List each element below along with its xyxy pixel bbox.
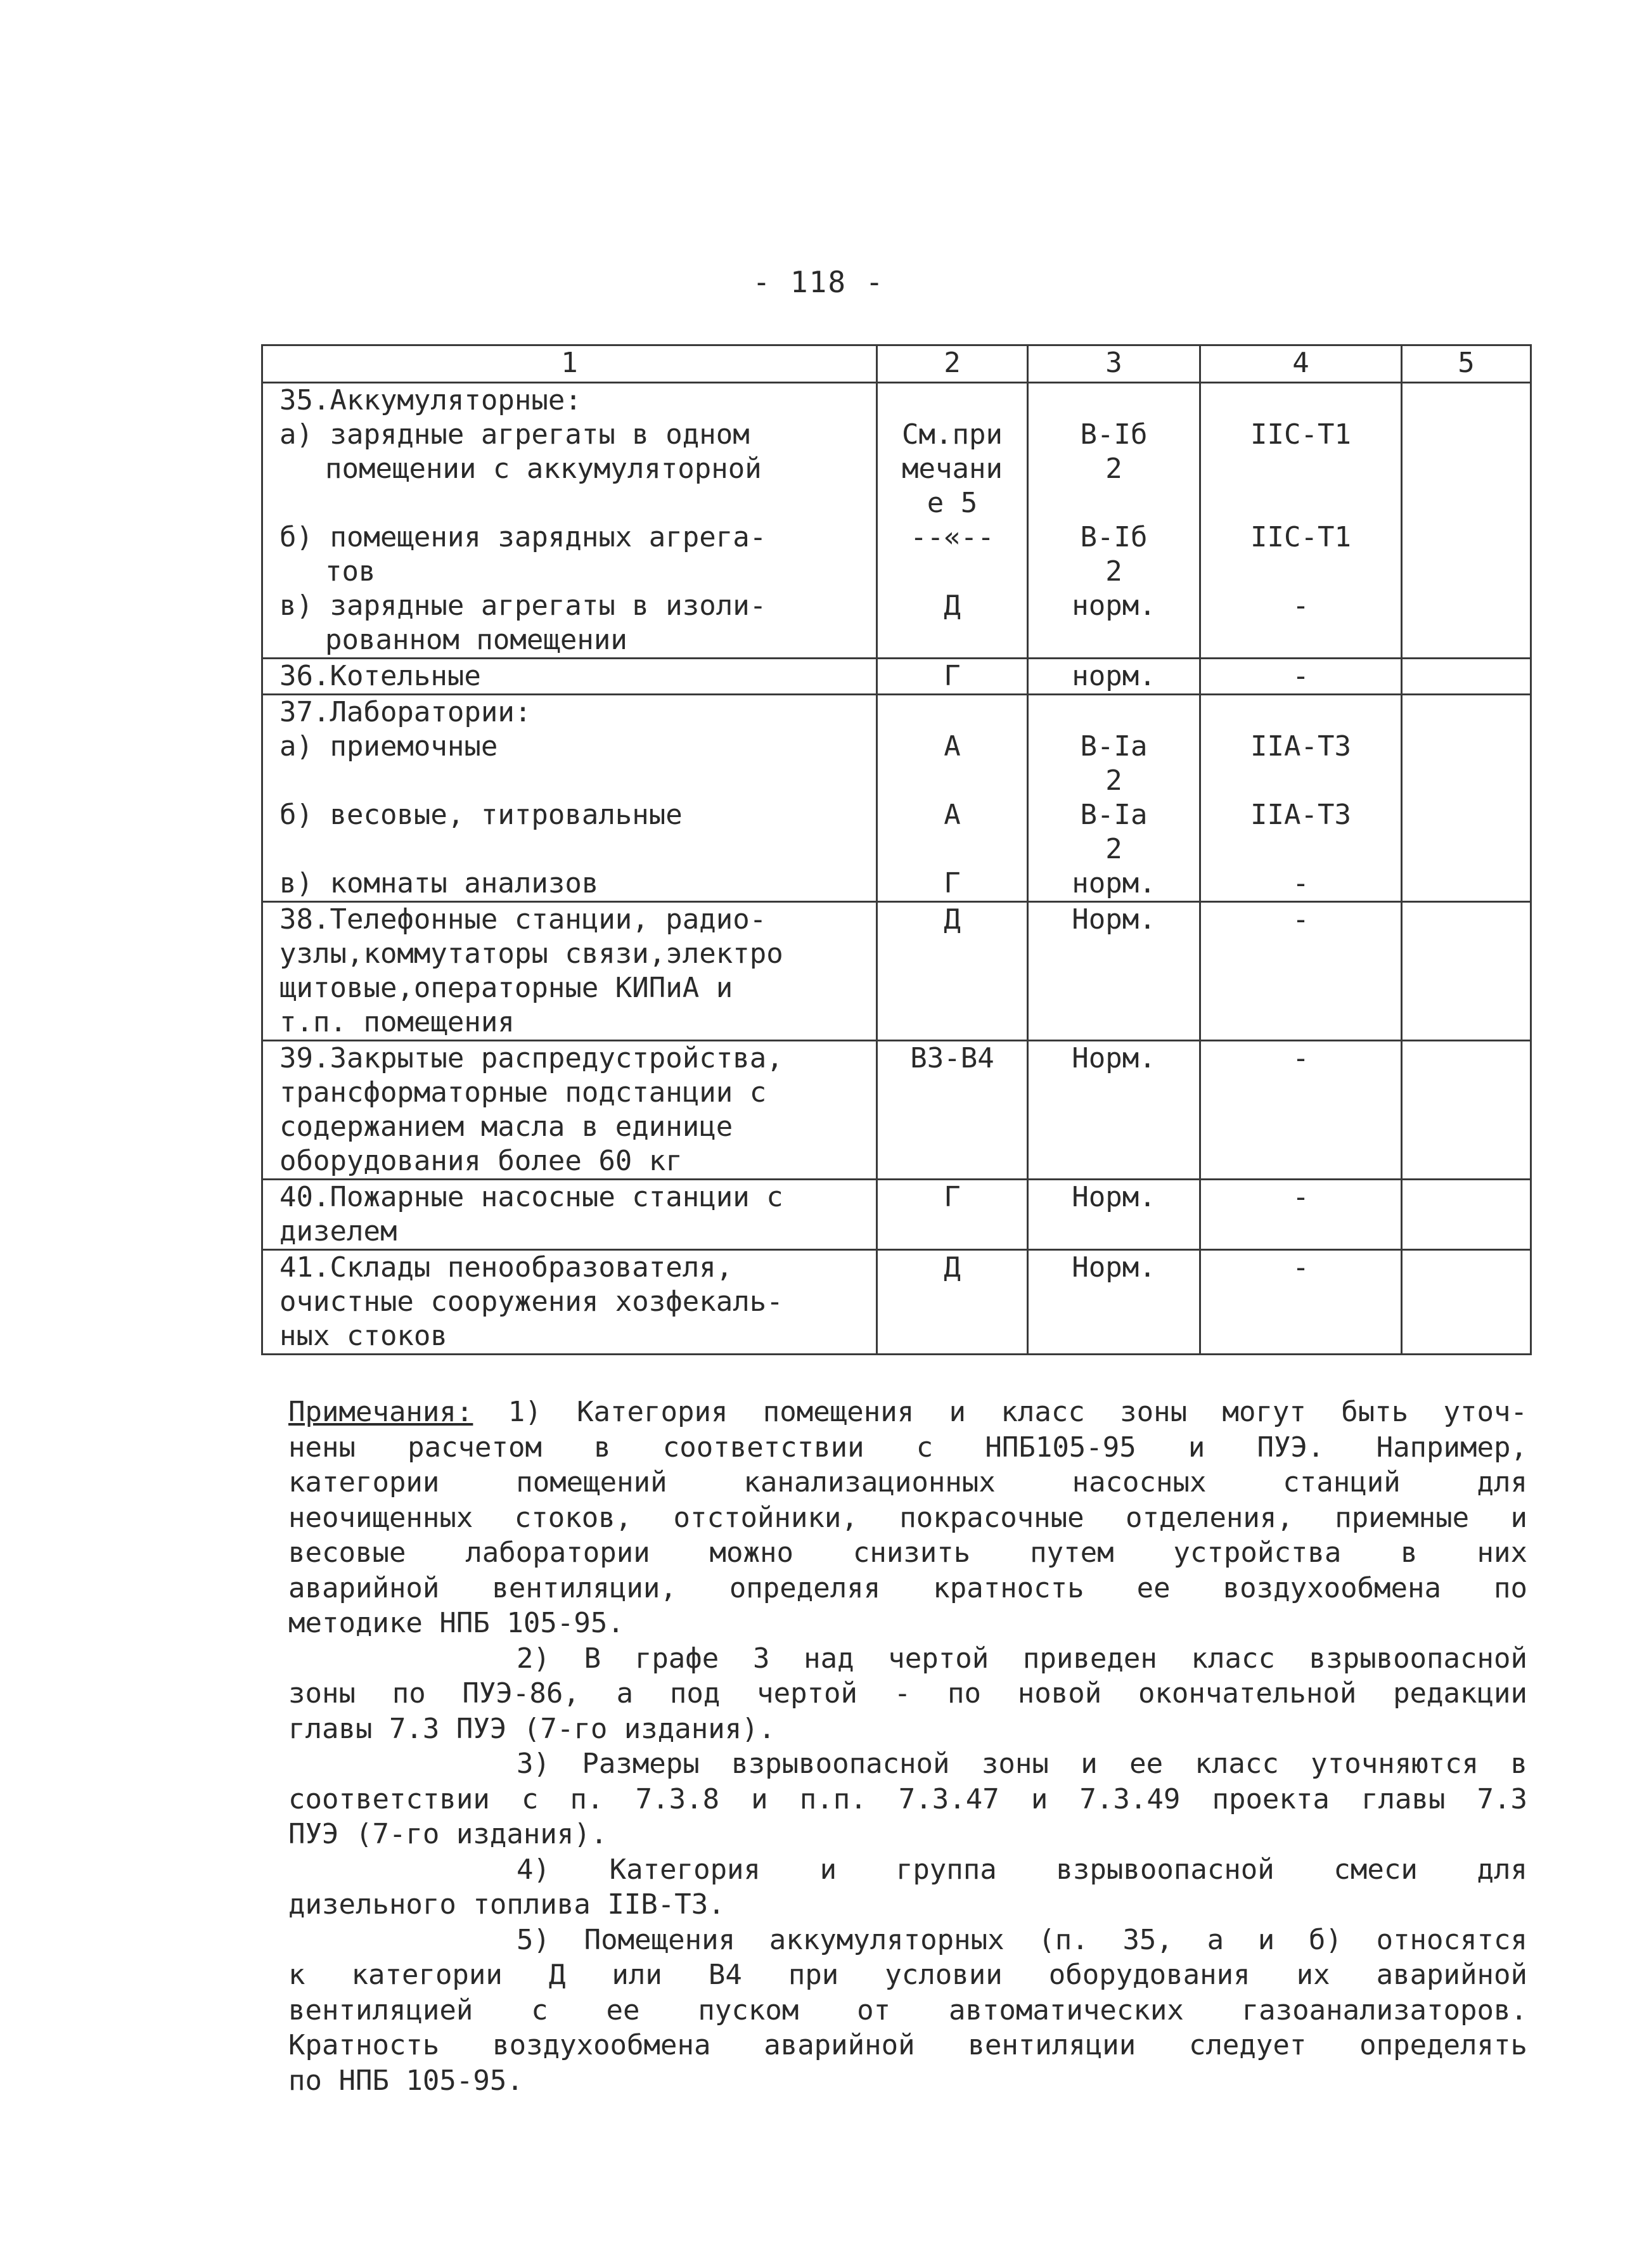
row-label-line: трансформаторные подстанции с <box>279 1076 767 1109</box>
cell-room <box>262 1180 877 1250</box>
note-3-body <box>288 1782 1527 1852</box>
spacer <box>279 764 873 798</box>
notes-section <box>288 1395 1527 2098</box>
cell-mixture-group <box>1200 695 1402 902</box>
spacer <box>1201 486 1401 520</box>
value-line: 2 <box>1105 764 1122 797</box>
row-label-line: т.п. помещения <box>279 1006 515 1038</box>
value-line: - <box>1292 1251 1309 1284</box>
value-line: норм. <box>1072 590 1156 622</box>
table-body <box>262 383 1531 1355</box>
cell-room <box>262 902 877 1041</box>
note-1-lead: 1) Категория помещения и класс зоны могут быть уточ- <box>508 1396 1527 1428</box>
note-3-first-line: 3) Размеры взрывоопасной зоны и ее класс уточняются в <box>517 1748 1527 1780</box>
value-line: Норм. <box>1072 1251 1156 1284</box>
value-line: А <box>944 730 961 763</box>
row-label-line: б) весовые, титровальные <box>279 799 683 831</box>
value-line: 2 <box>1105 833 1122 865</box>
value-line: См.при <box>902 418 1003 451</box>
note-line: аварийной вентиляции, определяя кратность ее воздухообмена по <box>288 1571 1527 1604</box>
row-label-line: в) комнаты анализов <box>279 867 599 899</box>
row-label-line: ных стоков <box>279 1320 447 1352</box>
cell-category <box>877 1180 1028 1250</box>
value-line: - <box>1292 1042 1309 1074</box>
note-line: нены расчетом в соответствии с НПБ105-95 и ПУЭ. Например, <box>288 1431 1527 1464</box>
cell-note <box>1402 383 1531 659</box>
value-line: --«-- <box>910 521 994 553</box>
value-line: В-Iб <box>1080 521 1148 553</box>
spacer <box>1201 555 1401 589</box>
row-label-line: помещении с аккумуляторной <box>325 453 762 485</box>
value-line: мечани <box>902 453 1003 485</box>
group-title: 41.Склады пенообразователя, <box>279 1251 733 1284</box>
cell-category <box>877 902 1028 1041</box>
note-line: Кратность воздухообмена аварийной вентиляции следует определять <box>288 2029 1527 2061</box>
cell-note <box>1402 1041 1531 1180</box>
header-cell: 2 <box>877 345 1028 383</box>
value-line: Г <box>944 660 961 692</box>
note-line: соответствии с п. 7.3.8 и п.п. 7.3.47 и 7.3.49 проекта главы 7.3 <box>288 1782 1527 1815</box>
row-label-line: узлы,коммутаторы связи,электро <box>279 937 783 970</box>
value-line: - <box>1292 660 1309 692</box>
table-header-row <box>262 345 1531 383</box>
note-line: методике НПБ 105-95. <box>288 1607 624 1639</box>
spacer <box>1029 695 1199 730</box>
note-line: главы 7.3 ПУЭ (7-го издания). <box>288 1712 776 1745</box>
spacer <box>1201 832 1401 867</box>
value-line: Норм. <box>1072 1042 1156 1074</box>
header-cell: 5 <box>1402 345 1531 383</box>
value-line: Г <box>944 1181 961 1213</box>
row-label-line: в) зарядные агрегаты в изоли- <box>279 590 767 622</box>
cell-mixture-group <box>1200 383 1402 659</box>
value-line: В-Iб <box>1080 418 1148 451</box>
spacer <box>878 764 1027 798</box>
cell-room <box>262 1041 877 1180</box>
spacer <box>1029 486 1199 520</box>
cell-mixture-group <box>1200 659 1402 695</box>
row-label-line: рованном помещении <box>325 624 627 656</box>
value-line: 2 <box>1105 555 1122 588</box>
table-row <box>262 1041 1531 1180</box>
note-2-first-line: 2) В графе 3 над чертой приведен класс взрывоопасной <box>517 1642 1527 1675</box>
note-1-first-line <box>288 1395 1527 1430</box>
cell-room <box>262 695 877 902</box>
note-2-body <box>288 1676 1527 1746</box>
spacer <box>1201 764 1401 798</box>
row-label-line: дизелем <box>279 1215 397 1247</box>
note-1-body <box>288 1430 1527 1641</box>
row-label-line: а) зарядные агрегаты в одном <box>279 418 750 451</box>
cell-category <box>877 1250 1028 1355</box>
cell-category <box>877 1041 1028 1180</box>
value-line: е 5 <box>927 487 978 519</box>
header-cell: 3 <box>1028 345 1200 383</box>
value-line: Норм. <box>1072 1181 1156 1213</box>
table-row <box>262 695 1531 902</box>
row-label-line: б) помещения зарядных агрега- <box>279 521 767 553</box>
spacer <box>1201 383 1401 418</box>
page-number: - 118 - <box>752 265 885 299</box>
cell-zone-class <box>1028 1250 1200 1355</box>
cell-zone-class <box>1028 695 1200 902</box>
value-line: IIA-T3 <box>1250 730 1351 763</box>
note-line: ПУЭ (7-го издания). <box>288 1818 608 1850</box>
table-row <box>262 902 1531 1041</box>
cell-note <box>1402 1180 1531 1250</box>
spacer <box>279 486 873 520</box>
group-title: 38.Телефонные станции, радио- <box>279 903 767 936</box>
group-title: 35.Аккумуляторные: <box>279 384 582 416</box>
spacer <box>878 555 1027 589</box>
note-line: неочищенных стоков, отстойники, покрасочные отделения, приемные и <box>288 1501 1527 1534</box>
cell-note <box>1402 659 1531 695</box>
spacer <box>279 832 873 867</box>
row-label-line: очистные сооружения хозфекаль- <box>279 1285 783 1318</box>
spacer <box>1201 452 1401 486</box>
note-line: дизельного топлива IIВ-Т3. <box>288 1888 725 1921</box>
row-label-line: оборудования более 60 кг <box>279 1145 683 1177</box>
header-cell: 1 <box>262 345 877 383</box>
value-line: норм. <box>1072 660 1156 692</box>
value-line: IIC-T1 <box>1250 521 1351 553</box>
value-line: В3-В4 <box>910 1042 994 1074</box>
note-4-first-line: 4) Категория и группа взрывоопасной смеси для <box>517 1853 1527 1886</box>
cell-mixture-group <box>1200 902 1402 1041</box>
value-line: IIC-T1 <box>1250 418 1351 451</box>
note-5-body <box>288 1957 1527 2098</box>
cell-note <box>1402 695 1531 902</box>
spacer <box>878 623 1027 657</box>
cell-room <box>262 1250 877 1355</box>
row-label-line: содержанием масла в единице <box>279 1111 733 1143</box>
group-title: 40.Пожарные насосные станции с <box>279 1181 783 1213</box>
spacer <box>1029 383 1199 418</box>
group-title: 39.Закрытые распредустройства, <box>279 1042 783 1074</box>
cell-zone-class <box>1028 1041 1200 1180</box>
cell-category <box>877 695 1028 902</box>
group-title: 36.Котельные <box>279 660 481 692</box>
row-label-line: тов <box>325 555 376 588</box>
spacer <box>1029 623 1199 657</box>
value-line: - <box>1292 903 1309 936</box>
classification-table <box>261 344 1532 1355</box>
table-row <box>262 1250 1531 1355</box>
table-row <box>262 1180 1531 1250</box>
cell-category <box>877 383 1028 659</box>
spacer <box>878 832 1027 867</box>
cell-note <box>1402 1250 1531 1355</box>
header-cell: 4 <box>1200 345 1402 383</box>
group-title: 37.Лаборатории: <box>279 696 532 728</box>
cell-room <box>262 659 877 695</box>
note-4-body <box>288 1887 1527 1923</box>
value-line: Норм. <box>1072 903 1156 936</box>
note-line: к категории Д или В4 при условии оборудования их аварийной <box>288 1959 1527 1991</box>
cell-category <box>877 659 1028 695</box>
value-line: Г <box>944 867 961 899</box>
cell-zone-class <box>1028 383 1200 659</box>
cell-zone-class <box>1028 659 1200 695</box>
value-line: А <box>944 799 961 831</box>
value-line: IIA-T3 <box>1250 799 1351 831</box>
note-line: по НПБ 105-95. <box>288 2064 523 2097</box>
note-line: категории помещений канализационных насосных станций для <box>288 1466 1527 1498</box>
row-label-line: а) приемочные <box>279 730 498 763</box>
value-line: В-Iа <box>1080 730 1148 763</box>
value-line: норм. <box>1072 867 1156 899</box>
cell-zone-class <box>1028 1180 1200 1250</box>
table-row <box>262 383 1531 659</box>
value-line: 2 <box>1105 453 1122 485</box>
value-line: - <box>1292 1181 1309 1213</box>
value-line: Д <box>944 1251 961 1284</box>
value-line: В-Iа <box>1080 799 1148 831</box>
cell-mixture-group <box>1200 1180 1402 1250</box>
note-line: весовые лаборатории можно снизить путем устройства в них <box>288 1537 1527 1569</box>
notes-heading: Примечания: <box>288 1396 473 1428</box>
cell-mixture-group <box>1200 1041 1402 1180</box>
value-line: Д <box>944 590 961 622</box>
note-line: зоны по ПУЭ-86, а под чертой - по новой окончательной редакции <box>288 1677 1527 1710</box>
spacer <box>1201 695 1401 730</box>
cell-mixture-group <box>1200 1250 1402 1355</box>
spacer <box>878 383 1027 418</box>
value-line: - <box>1292 590 1309 622</box>
cell-note <box>1402 902 1531 1041</box>
spacer <box>878 695 1027 730</box>
note-5-first-line: 5) Помещения аккумуляторных (п. 35, а и б) относятся <box>517 1923 1527 1956</box>
value-line: Д <box>944 903 961 936</box>
value-line: - <box>1292 867 1309 899</box>
spacer <box>1201 623 1401 657</box>
table-row <box>262 659 1531 695</box>
note-line: вентиляцией с ее пуском от автоматических газоанализаторов. <box>288 1994 1527 2026</box>
row-label-line: щитовые,операторные КИПиА и <box>279 972 733 1004</box>
cell-zone-class <box>1028 902 1200 1041</box>
cell-room <box>262 383 877 659</box>
